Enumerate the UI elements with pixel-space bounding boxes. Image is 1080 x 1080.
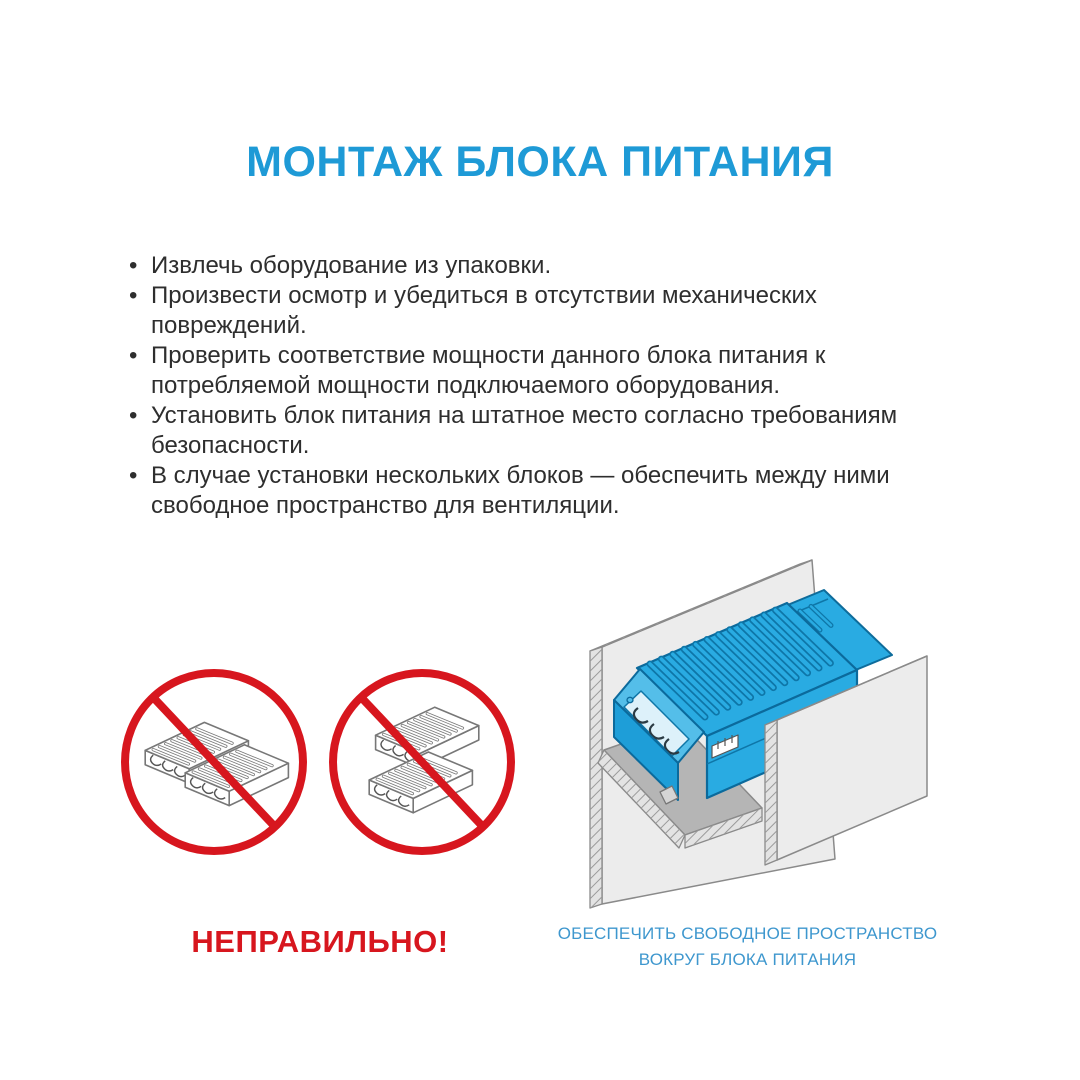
instruction-item: • Извлечь оборудование из упаковки.	[128, 251, 944, 281]
correct-mounting-illustration	[562, 550, 942, 925]
no-vertical-stacking-sign	[333, 673, 511, 851]
prohibited-arrangements-illustration	[110, 658, 530, 870]
correct-caption-line: ОБЕСПЕЧИТЬ СВОБОДНОЕ ПРОСТРАНСТВО	[557, 924, 938, 943]
instruction-list	[128, 251, 944, 521]
correct-caption	[540, 921, 955, 973]
screw-icon	[627, 697, 633, 702]
correct-caption-line: ВОКРУГ БЛОКА ПИТАНИЯ	[638, 950, 857, 969]
wrong-label: НЕПРАВИЛЬНО!	[191, 924, 449, 959]
no-side-by-side-mounting-sign	[125, 673, 303, 851]
instruction-item: • Установить блок питания на штатное место согласно требованиям безопасности.	[128, 401, 944, 461]
instruction-item: • Проверить соответствие мощности данного блока питания к потребляемой мощности подключаемого оборудования.	[128, 341, 944, 401]
instruction-item: • В случае установки нескольких блоков — обеспечить между ними свободное пространство для вентиляции.	[128, 461, 944, 521]
instruction-item: • Произвести осмотр и убедиться в отсутствии механических повреждений.	[128, 281, 944, 341]
page-title: МОНТАЖ БЛОКА ПИТАНИЯ	[246, 138, 834, 186]
